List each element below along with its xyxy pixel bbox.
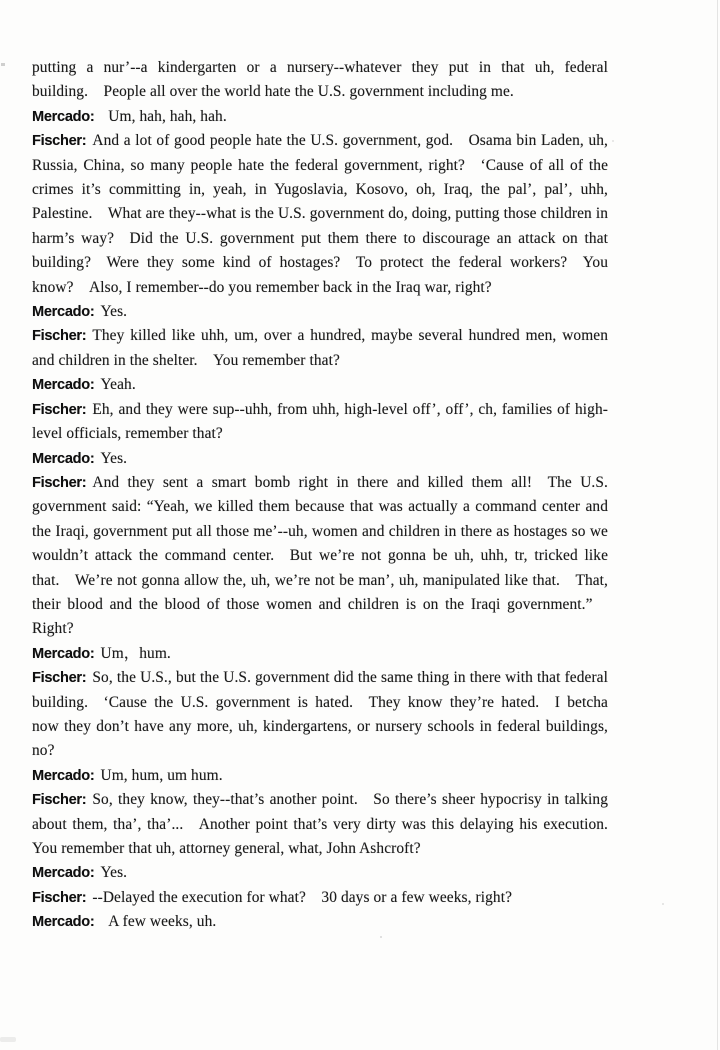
transcript-continuation	[32, 56, 608, 105]
turn-text: So, they know, they--that’s another point. So there’s sheer hypocrisy in talking about them, tha’, tha’... Another point that’s very dirty was this delaying his execution. You remember that uh, attorney general, what, John Ashcroft?	[32, 791, 608, 857]
speaker-label: Fischer:	[32, 133, 87, 150]
scan-speck	[380, 936, 382, 938]
transcript-turn-fischer	[32, 129, 608, 300]
speaker-label: Mercado:	[32, 914, 95, 931]
scan-speck	[612, 140, 614, 142]
turn-text: Yes.	[100, 303, 128, 321]
transcript-turn-fischer	[32, 398, 608, 447]
speaker-label: Fischer:	[32, 670, 87, 687]
turn-text: And a lot of good people hate the U.S. government, god. Osama bin Laden, uh, Russia, China, so many people hate the federal government, right? ‘Cause of all of the crimes it’s committing in, yeah, in Yugoslavia, Kosovo, oh, Iraq, the pal’, pal’, uhh, Palestine. What are they--what is the U.S. government do, doing, putting those children in harm’s way? Did the U.S. government put them there to discourage an attack on that building? Were they some kind of hostages? To protect the federal workers? You know? Also, I remember--do you remember back in the Iraq war, right?	[32, 132, 608, 296]
transcript-turn-fischer	[32, 666, 608, 764]
turn-text: putting a nur’--a kindergarten or a nursery--whatever they put in that uh, federal building. People all over the world hate the U.S. government including me.	[32, 59, 608, 101]
scan-speck	[662, 903, 664, 905]
transcript-turn-mercado	[32, 300, 608, 324]
turn-text: Yeah.	[100, 376, 136, 394]
turn-text: Yes.	[100, 864, 128, 882]
speaker-label: Mercado:	[32, 865, 95, 882]
scan-smudge	[0, 1037, 16, 1042]
turn-text: So, the U.S., but the U.S. government did the same thing in there with that federal building. ‘Cause the U.S. government is hated. They know they’re hated. I betcha now they don’t have any more, uh, kindergartens, or nursery schools in federal buildings, no?	[32, 669, 608, 760]
speaker-label: Fischer:	[32, 328, 87, 345]
speaker-label: Mercado:	[32, 108, 95, 125]
speaker-label: Mercado:	[32, 645, 95, 662]
transcript-turn-mercado	[32, 447, 608, 471]
turn-text: Eh, and they were sup--uhh, from uhh, high-level off’, off’, ch, families of high-level officials, remember that?	[32, 400, 608, 443]
speaker-label: Fischer:	[32, 792, 87, 809]
transcript-turn-mercado	[32, 105, 608, 129]
scan-edge-line	[717, 0, 718, 1050]
speaker-label: Mercado:	[32, 450, 95, 467]
turn-text: They killed like uhh, um, over a hundred, maybe several hundred men, women and children in the shelter. You remember that?	[32, 327, 608, 369]
speaker-label: Fischer:	[32, 401, 87, 418]
turn-text: Um，hum.	[100, 644, 171, 662]
turn-text: Yes.	[100, 449, 128, 467]
turn-text: Um, hum, um hum.	[100, 766, 223, 784]
turn-text: And they sent a smart bomb right in there and killed them all! The U.S. government said: “Yeah, we killed them because that was actually a command center and the Iraqi, government put all those me’--uh, women and children in there as hostages so we wouldn’t attack the command center. But we’re not gonna be uh, uhh, tr, tricked like that. We’re not gonna allow the, uh, we’re not be man’, uh, manipulated like that. That, their blood and the blood of those women and children is on the Iraqi government.” Right?	[32, 473, 608, 638]
transcript-text-block	[32, 56, 608, 935]
transcript-turn-fischer	[32, 471, 608, 642]
transcript-turn-fischer	[32, 788, 608, 861]
turn-text: Um, hah, hah, hah.	[100, 107, 227, 125]
speaker-label: Mercado:	[32, 767, 95, 784]
transcript-turn-mercado	[32, 910, 608, 934]
transcript-turn-mercado	[32, 373, 608, 397]
transcript-turn-fischer	[32, 324, 608, 373]
transcript-turn-mercado	[32, 861, 608, 885]
transcript-turn-mercado	[32, 642, 608, 666]
transcript-turn-fischer	[32, 886, 608, 910]
speaker-label: Fischer:	[32, 474, 87, 491]
speaker-label: Fischer:	[32, 889, 87, 906]
turn-text: A few weeks, uh.	[100, 913, 217, 931]
scan-speck	[1, 63, 5, 66]
speaker-label: Mercado:	[32, 377, 95, 394]
transcript-turn-mercado	[32, 764, 608, 788]
turn-text: --Delayed the execution for what? 30 days or a few weeks, right?	[92, 888, 513, 906]
speaker-label: Mercado:	[32, 304, 95, 321]
